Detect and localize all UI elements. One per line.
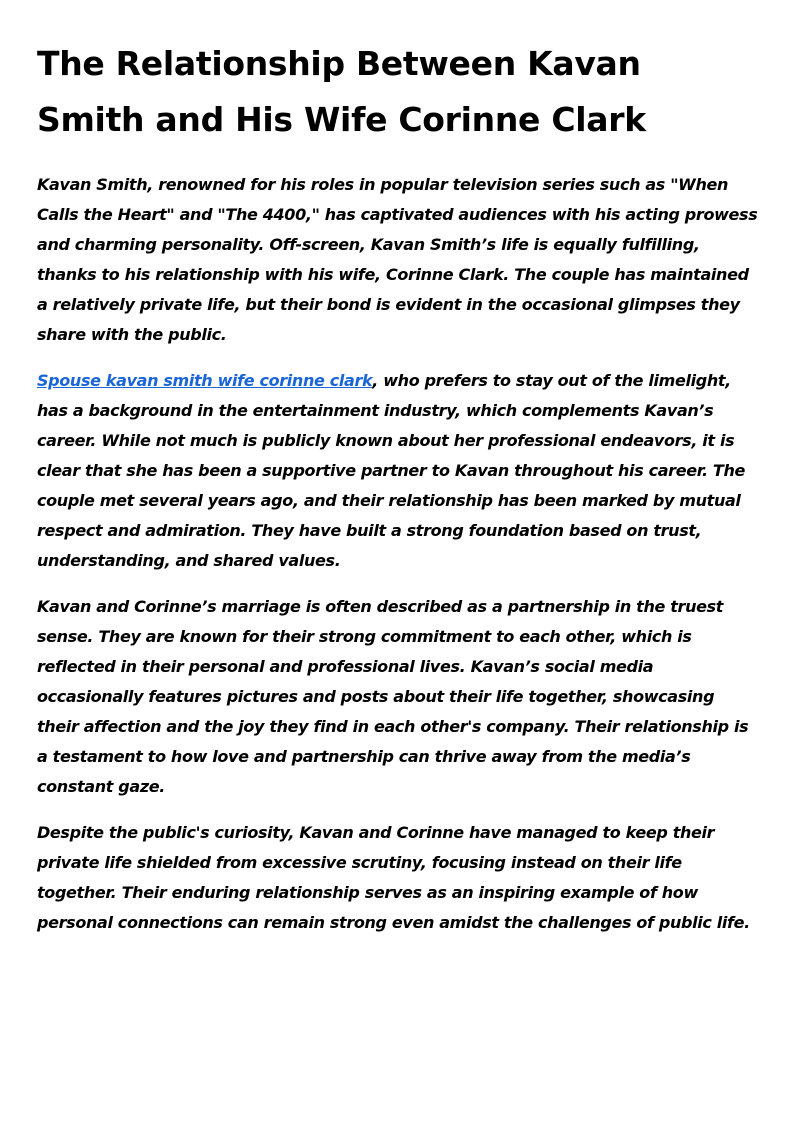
article xyxy=(37,36,759,954)
paragraph-conclusion: Despite the public's curiosity, Kavan and Corinne have managed to keep their private life shielded from excessive scrutiny, focusing instead on their life together. Their enduring relationship serves as an inspiring example of how personal connections can remain strong even amidst the challenges of public life. xyxy=(37,823,750,932)
spouse-link[interactable]: Spouse kavan smith wife corinne clark xyxy=(37,371,373,390)
paragraph-marriage: Kavan and Corinne’s marriage is often described as a partnership in the truest sense. They are known for their strong commitment to each other, which is reflected in their personal and professional lives. Kavan’s social media occasionally features pictures and posts about their life together, showcasing their affection and the joy they find in each other's company. Their relationship is a testament to how love and partnership can thrive away from the media’s constant gaze. xyxy=(37,597,749,796)
paragraph-spouse-text: , who prefers to stay out of the limelight, has a background in the entertainment industry, which complements Kavan’s career. While not much is publicly known about her professional endeavors, it is clear that she has been a supportive partner to Kavan throughout his career. The couple met several years ago, and their relationship has been marked by mutual respect and admiration. They have built a strong foundation based on trust, understanding, and shared values. xyxy=(37,371,746,570)
paragraph-intro: Kavan Smith, renowned for his roles in popular television series such as "When Calls the Heart" and "The 4400," has captivated audiences with his acting prowess and charming personality. Off-screen, Kavan Smith’s life is equally fulfilling, thanks to his relationship with his wife, Corinne Clark. The couple has maintained a relatively private life, but their bond is evident in the occasional glimpses they share with the public. xyxy=(37,175,758,344)
article-title: The Relationship Between Kavan Smith and His Wife Corinne Clark xyxy=(37,44,646,139)
paragraph-spouse xyxy=(37,366,759,576)
